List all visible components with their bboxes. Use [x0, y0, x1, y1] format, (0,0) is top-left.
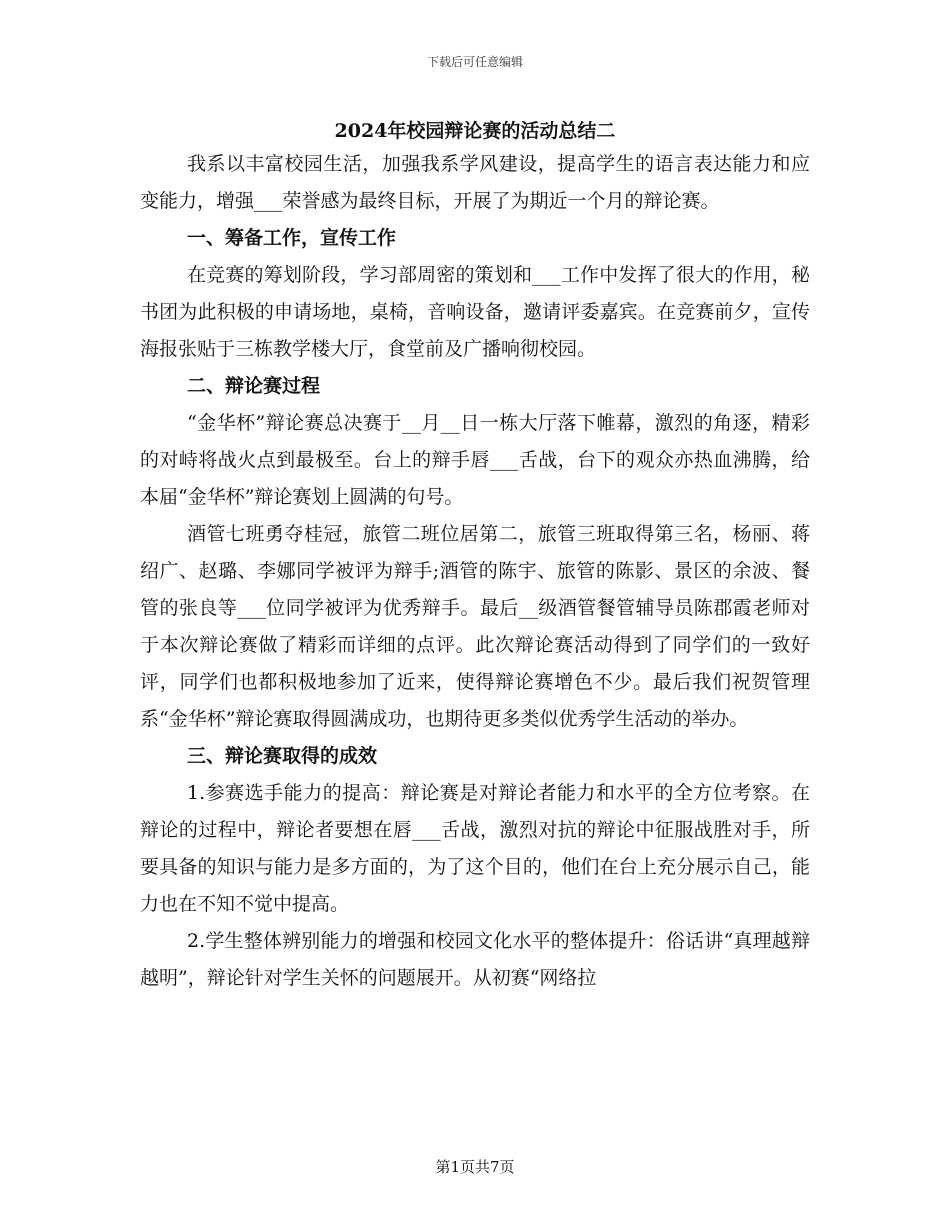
document-body — [140, 146, 810, 997]
header-note: 下载后可任意编辑 — [426, 55, 523, 69]
section-2-paragraph-1: “金华杯”辩论赛总决赛于__月__日一栋大厅落下帷幕，激烈的角逐，精彩的对峙将战火点到最极至。台上的辩手唇___舌战，台下的观众亦热血沸腾，给本届“金华杯”辩论赛划上圆满的句号。 — [140, 412, 810, 508]
document-title: 2024年校园辩论赛的活动总结二 — [334, 120, 616, 142]
section-3-paragraph-2: 2.学生整体辨别能力的增强和校园文化水平的整体提升：俗话讲“真理越辩越明”，辩论针对学生关怀的问题展开。从初赛“网络拉 — [140, 930, 810, 989]
intro-paragraph: 我系以丰富校园生活，加强我系学风建设，提高学生的语言表达能力和应变能力，增强___荣誉感为最终目标，开展了为期近一个月的辩论赛。 — [140, 153, 810, 212]
section-heading-3: 三、辩论赛取得的成效 — [187, 745, 378, 767]
section-3-paragraph-1: 1.参赛选手能力的提高：辩论赛是对辩论者能力和水平的全方位考察。在辩论的过程中，辩论者要想在唇___舌战，激烈对抗的辩论中征服战胜对手，所要具备的知识与能力是多方面的，为了这个目的，他们在台上充分展示自己，能力也在不知不觉中提高。 — [140, 782, 810, 915]
section-heading-1: 一、筹备工作，宣传工作 — [187, 227, 397, 249]
section-2-paragraph-2: 酒管七班勇夺桂冠，旅管二班位居第二，旅管三班取得第三名，杨丽、蒋绍广、赵璐、李娜同学被评为辩手;酒管的陈宇、旅管的陈影、景区的余波、餐管的张良等___位同学被评为优秀辩手。最后__级酒管餐管辅导员陈郡霞老师对于本次辩论赛做了精彩而详细的点评。此次辩论赛活动得到了同学们的一致好评，同学们也都积极地参加了近来，使得辩论赛增色不少。最后我们祝贺管理系“金华杯”辩论赛取得圆满成功，也期待更多类似优秀学生活动的举办。 — [140, 523, 810, 730]
section-heading-2: 二、辩论赛过程 — [187, 375, 321, 397]
page-footer: 第1页共7页 — [435, 1158, 515, 1176]
section-1-paragraph-1: 在竞赛的筹划阶段，学习部周密的策划和___工作中发挥了很大的作用，秘书团为此积极的申请场地，桌椅，音响设备，邀请评委嘉宾。在竞赛前夕，宣传海报张贴于三栋教学楼大厅，食堂前及广播响彻校园。 — [140, 264, 810, 360]
